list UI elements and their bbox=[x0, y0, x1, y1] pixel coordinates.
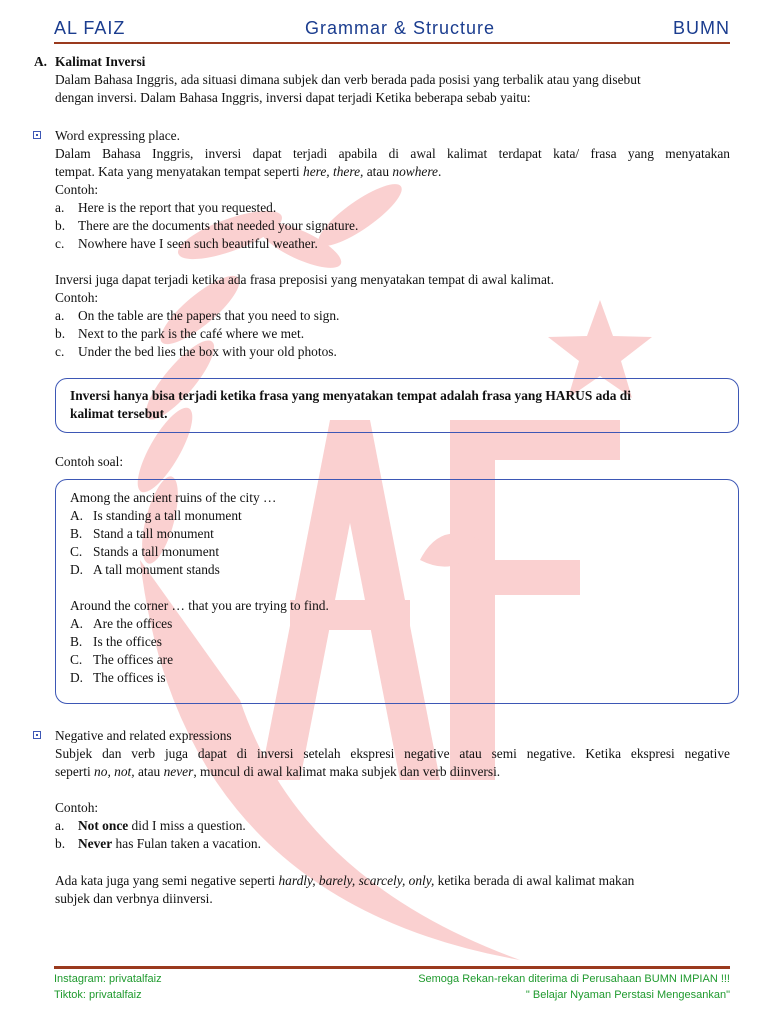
example-text: Nowhere have I seen such beautiful weather. bbox=[78, 236, 318, 251]
header-right: BUMN bbox=[673, 18, 730, 38]
example-text: Under the bed lies the box with your old photos. bbox=[78, 344, 337, 359]
example-text: Not once did I miss a question. bbox=[78, 818, 246, 833]
place-desc-2: tempat. Kata yang menyatakan tempat seperti here, there, atau nowhere. bbox=[55, 164, 442, 179]
example-marker: a. bbox=[55, 308, 65, 323]
question-stem: Around the corner … that you are trying to find. bbox=[70, 598, 329, 613]
option-marker: D. bbox=[70, 670, 84, 685]
note-line-2: kalimat tersebut. bbox=[70, 406, 168, 421]
footer-slogan-1: Semoga Rekan-rekan diterima di Perusahaan BUMN IMPIAN !!! bbox=[418, 973, 730, 985]
option-marker: B. bbox=[70, 526, 83, 541]
example-marker: c. bbox=[55, 236, 65, 251]
note-line-1: Inversi hanya bisa terjadi ketika frasa yang menyatakan tempat adalah frasa yang HARUS ada di bbox=[70, 388, 631, 403]
footer-slogan-2: " Belajar Nyaman Perstasi Mengesankan" bbox=[525, 989, 730, 1001]
semi-negative-2: subjek dan verbnya diinversi. bbox=[55, 891, 213, 906]
contoh-label: Contoh: bbox=[55, 182, 99, 197]
contoh-label: Contoh: bbox=[55, 800, 99, 815]
question-stem: Among the ancient ruins of the city … bbox=[70, 490, 277, 505]
example-marker: c. bbox=[55, 344, 65, 359]
option-marker: C. bbox=[70, 544, 83, 559]
bullet-icon bbox=[33, 731, 41, 739]
option-text: A tall monument stands bbox=[93, 562, 220, 577]
example-marker: b. bbox=[55, 326, 66, 341]
place-desc-1: Dalam Bahasa Inggris, inversi dapat terjadi apabila di awal kalimat terdapat kata/ frasa yang menyatakan bbox=[55, 146, 730, 161]
example-text: There are the documents that needed your signature. bbox=[78, 218, 359, 233]
option-text: Stand a tall monument bbox=[93, 526, 214, 541]
example-text: Here is the report that you requested. bbox=[78, 200, 277, 215]
header-left: AL FAIZ bbox=[54, 18, 126, 38]
option-text: The offices is bbox=[93, 670, 166, 685]
example-text: On the table are the papers that you need to sign. bbox=[78, 308, 340, 323]
example-marker: a. bbox=[55, 200, 65, 215]
negative-heading: Negative and related expressions bbox=[55, 728, 232, 743]
option-text: Stands a tall monument bbox=[93, 544, 220, 559]
example-text: Next to the park is the café where we met. bbox=[78, 326, 305, 341]
contoh-label: Contoh: bbox=[55, 290, 99, 305]
header-title: Grammar & Structure bbox=[304, 18, 496, 38]
section-marker: A. bbox=[34, 54, 48, 69]
section-intro-2: dengan inversi. Dalam Bahasa Inggris, inversi dapat terjadi Ketika beberapa sebab yaitu: bbox=[55, 90, 531, 105]
section-intro-1: Dalam Bahasa Inggris, ada situasi dimana subjek dan verb berada pada posisi yang terbalik atau yang disebut bbox=[55, 72, 641, 87]
option-marker: A. bbox=[70, 616, 84, 631]
option-text: Are the offices bbox=[93, 616, 173, 631]
example-text: Never has Fulan taken a vacation. bbox=[78, 836, 261, 851]
option-text: Is the offices bbox=[93, 634, 162, 649]
example-marker: b. bbox=[55, 836, 66, 851]
header-rule bbox=[54, 42, 730, 44]
option-marker: A. bbox=[70, 508, 84, 523]
option-marker: D. bbox=[70, 562, 84, 577]
prep-desc: Inversi juga dapat terjadi ketika ada frasa preposisi yang menyatakan tempat di awal kalimat. bbox=[55, 272, 554, 287]
example-marker: a. bbox=[55, 818, 65, 833]
option-text: The offices are bbox=[93, 652, 174, 667]
option-marker: B. bbox=[70, 634, 83, 649]
footer-instagram: Instagram: privatalfaiz bbox=[54, 973, 162, 985]
footer-rule bbox=[54, 966, 730, 969]
semi-negative-1: Ada kata juga yang semi negative seperti hardly, barely, scarcely, only, ketika berada di awal kalimat makan bbox=[55, 873, 635, 888]
negative-desc-1: Subjek dan verb juga dapat di inversi setelah ekspresi negative atau semi negative. Ketika ekspresi negative bbox=[55, 746, 730, 761]
negative-desc-2: seperti no, not, atau never, muncul di awal kalimat maka subjek dan verb diinversi. bbox=[55, 764, 501, 779]
option-marker: C. bbox=[70, 652, 83, 667]
example-marker: b. bbox=[55, 218, 66, 233]
place-heading: Word expressing place. bbox=[55, 128, 180, 143]
bullet-icon bbox=[33, 131, 41, 139]
section-title: Kalimat Inversi bbox=[55, 54, 146, 69]
soal-label: Contoh soal: bbox=[55, 454, 124, 469]
option-text: Is standing a tall monument bbox=[93, 508, 242, 523]
footer-tiktok: Tiktok: privatalfaiz bbox=[54, 989, 142, 1001]
